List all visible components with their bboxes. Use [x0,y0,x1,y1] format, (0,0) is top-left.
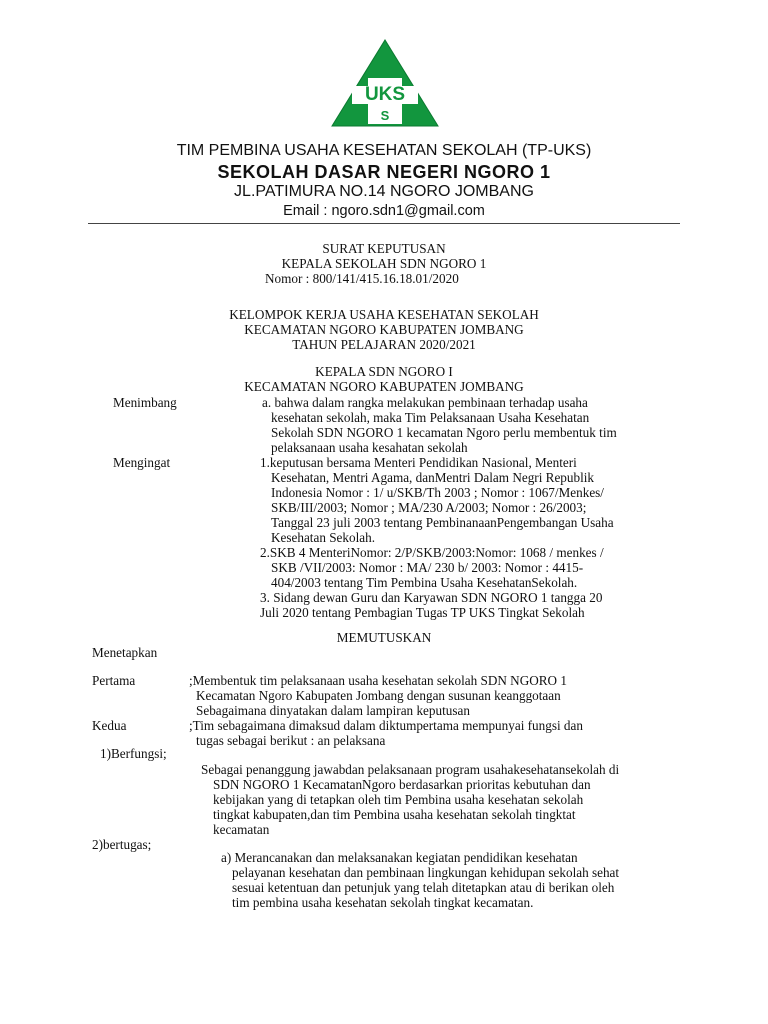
mengingat-line: Indonesia Nomor : 1/ u/SKB/Th 2003 ; Nomor : 1067/Menkes/ [271,485,604,500]
title-kecamatan: KECAMATAN NGORO KABUPATEN JOMBANG [244,322,524,337]
header-address: JL.PATIMURA NO.14 NGORO JOMBANG [234,183,534,200]
mengingat-line: SKB/III/2003; Nomor ; MA/230 A/2003; Nomor : 26/2003; [271,500,587,515]
title-tahun: TAHUN PELAJARAN 2020/2021 [292,337,476,352]
mengingat-line: Juli 2020 tentang Pembagian Tugas TP UKS Tingkat Sekolah [260,605,585,620]
pertama-line: Kecamatan Ngoro Kabupaten Jombang dengan susunan keanggotaan [196,688,561,703]
menimbang-line: kesehatan sekolah, maka Tim Pelaksanaan Usaha Kesehatan [271,410,590,425]
menetapkan-label: Menetapkan [92,645,158,660]
mengingat-line: SKB /VII/2003: Nomor : MA/ 230 b/ 2003: Nomor : 4415- [271,560,584,575]
title-kepala-sdn: KEPALA SDN NGORO I [315,364,453,379]
header-divider [88,223,680,224]
menimbang-line: Sekolah SDN NGORO 1 kecamatan Ngoro perlu membentuk tim [271,425,617,440]
menimbang-label: Menimbang [113,395,177,410]
pertama-label: Pertama [92,673,136,688]
kedua-line: ;Tim sebagaimana dimaksud dalam diktumpertama mempunyai fungsi dan [189,718,583,733]
mengingat-line: 2.SKB 4 MenteriNomor: 2/P/SKB/2003:Nomor: 1068 / menkes / [260,545,604,560]
title-kepala-sekolah: KEPALA SEKOLAH SDN NGORO 1 [281,256,487,271]
bertugas-line: sesuai ketentuan dan petunjuk yang telah ditetapkan atau di berikan oleh [232,880,615,895]
bertugas-line: pelayanan kesehatan dan pembinaan lingkungan kehidupan sekolah sehat [232,865,620,880]
mengingat-line: 404/2003 tentang Tim Pembina Usaha KesehatanSekolah. [271,575,578,590]
title-kecamatan-2: KECAMATAN NGORO KABUPATEN JOMBANG [244,379,524,394]
berfungsi-line: tingkat kabupaten,dan tim Pembina usaha kesehatan sekolah tingktat [213,807,576,822]
bertugas-line: tim pembina usaha kesehatan sekolah tingkat kecamatan. [232,895,534,910]
mengingat-label: Mengingat [113,455,171,470]
berfungsi-label: 1)Berfungsi; [100,746,167,761]
pertama-line: Sebagaimana dinyatakan dalam lampiran keputusan [196,703,470,718]
menimbang-line: a. bahwa dalam rangka melakukan pembinaan terhadap usaha [262,395,588,410]
mengingat-line: Tanggal 23 juli 2003 tentang PembinanaanPengembangan Usaha [271,515,614,530]
berfungsi-line: kecamatan [213,822,270,837]
header-school-name: SEKOLAH DASAR NEGERI NGORO 1 [217,162,551,182]
pertama-line: ;Membentuk tim pelaksanaan usaha kesehatan sekolah SDN NGORO 1 [189,673,567,688]
logo-letter-u: U [380,64,390,79]
title-kelompok: KELOMPOK KERJA USAHA KESEHATAN SEKOLAH [229,307,539,322]
kedua-line: tugas sebagai berikut : an pelaksana [196,733,386,748]
logo-letter-ks: UKS [364,84,406,105]
kedua-label: Kedua [92,718,127,733]
mengingat-line: 1.keputusan bersama Menteri Pendidikan Nasional, Menteri [260,455,577,470]
logo-letter-s: S [380,108,390,123]
memutuskan-heading: MEMUTUSKAN [336,630,432,645]
title-nomor: Nomor : 800/141/415.16.18.01/2020 [265,271,459,286]
berfungsi-line: SDN NGORO 1 KecamatanNgoro berdasarkan prioritas kebutuhan dan [213,777,591,792]
header-email: Email : ngoro.sdn1@gmail.com [283,203,485,219]
mengingat-line: 3. Sidang dewan Guru dan Karyawan SDN NGORO 1 tangga 20 [260,590,603,605]
bertugas-label: 2)bertugas; [92,837,152,852]
berfungsi-line: Sebagai penanggung jawabdan pelaksanaan program usahakesehatansekolah di [201,762,620,777]
bertugas-line: a) Merancanakan dan melaksanakan kegiatan pendidikan kesehatan [221,850,578,865]
mengingat-line: Kesehatan Sekolah. [271,530,375,545]
berfungsi-line: kebijakan yang di tetapkan oleh tim Pembina usaha kesehatan sekolah [213,792,584,807]
menimbang-line: pelaksanaan usaha kesahatan sekolah [271,440,468,455]
title-surat-keputusan: SURAT KEPUTUSAN [322,241,446,256]
uks-logo [330,38,440,128]
mengingat-line: Kesehatan, Mentri Agama, danMentri Dalam Negri Republik [271,470,595,485]
header-line1: TIM PEMBINA USAHA KESEHATAN SEKOLAH (TP-UKS) [176,142,592,159]
